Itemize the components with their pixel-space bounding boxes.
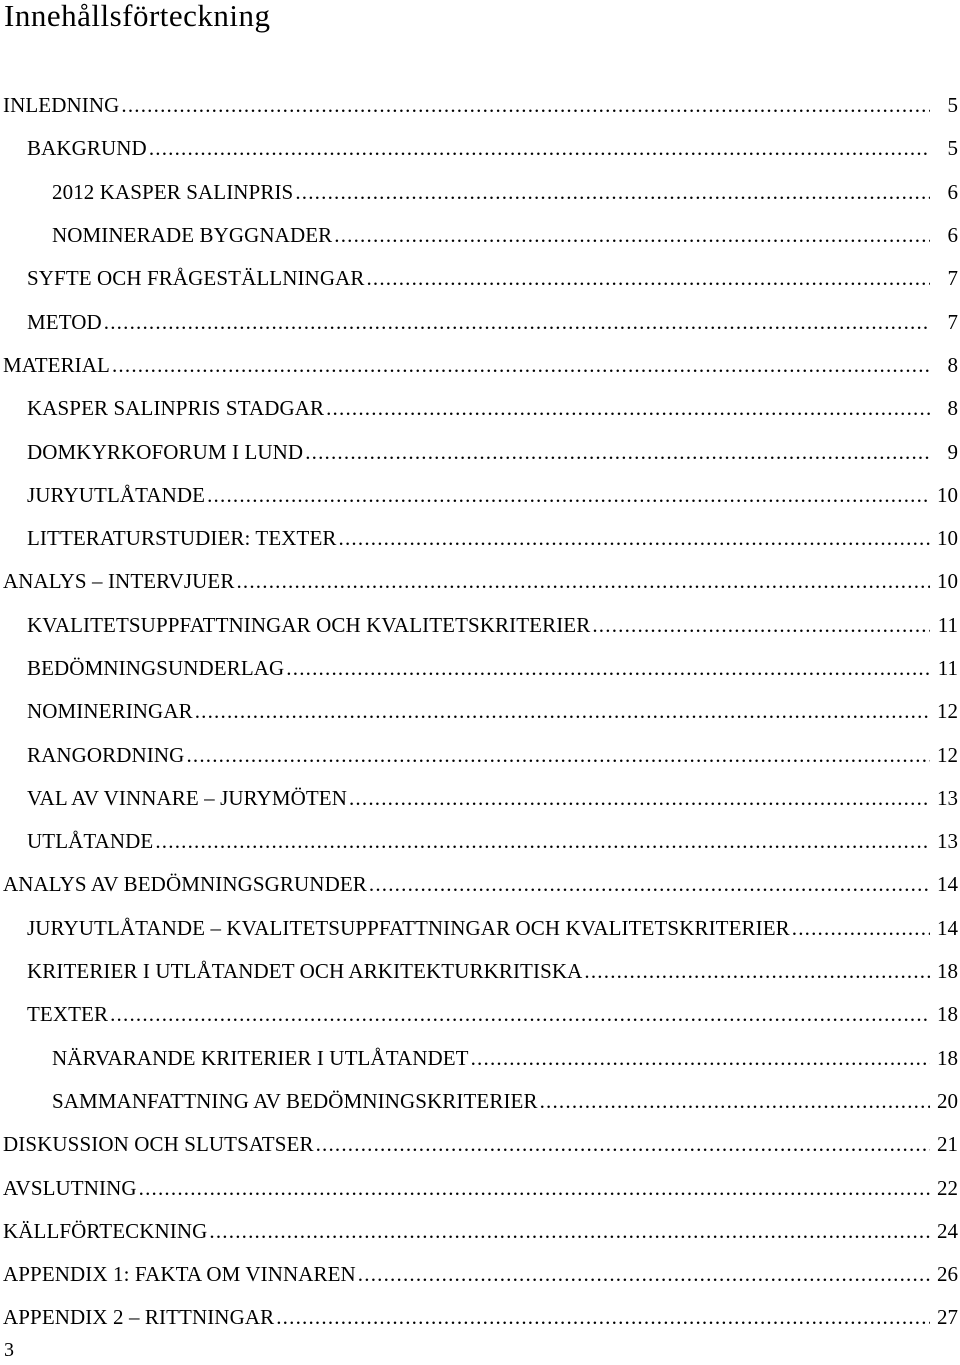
toc-dot-leader: [186, 745, 930, 766]
toc-entry-page-number: 7: [947, 309, 958, 334]
toc-entry-page-number: 9: [947, 439, 958, 464]
toc-entry-title: TEXTER: [27, 1002, 109, 1027]
toc-dot-leader: [366, 268, 930, 289]
toc-entry-page-number: 5: [947, 136, 958, 161]
toc-entry[interactable]: [0, 950, 960, 993]
toc-entry-page-number: 5: [947, 93, 958, 118]
toc-entry-page-number: 10: [937, 526, 958, 551]
toc-entry-title: KÄLLFÖRTECKNING: [3, 1218, 208, 1243]
toc-entry-title: NOMINERADE BYGGNADER: [52, 223, 333, 248]
toc-entry[interactable]: [0, 647, 960, 690]
toc-entry-title: KRITERIER I UTLÅTANDET OCH ARKITEKTURKRITISKA: [27, 959, 583, 984]
toc-entry-title: SYFTE OCH FRÅGESTÄLLNINGAR: [27, 266, 365, 291]
toc-dot-leader: [305, 442, 930, 463]
toc-dot-leader: [334, 225, 930, 246]
toc-entry[interactable]: [0, 1210, 960, 1253]
toc-entry-title: APPENDIX 1: FAKTA OM VINNAREN: [3, 1262, 356, 1287]
toc-entry-title: RANGORDNING: [27, 742, 185, 767]
toc-entry[interactable]: [0, 171, 960, 214]
toc-entry-title: METOD: [27, 309, 102, 334]
toc-entry-title: JURYUTLÅTANDE – KVALITETSUPPFATTNINGAR OCH KVALITETSKRITERIER: [27, 915, 790, 940]
toc-entry-page-number: 18: [937, 1045, 958, 1070]
toc-dot-leader: [149, 138, 930, 159]
toc-entry-title: DOMKYRKOFORUM I LUND: [27, 439, 304, 464]
toc-dot-leader: [358, 1264, 930, 1285]
toc-entry[interactable]: [0, 604, 960, 647]
toc-entry[interactable]: [0, 387, 960, 430]
toc-entry[interactable]: [0, 257, 960, 300]
toc-entry[interactable]: [0, 777, 960, 820]
toc-dot-leader: [276, 1307, 930, 1328]
toc-dot-leader: [471, 1048, 930, 1069]
toc-dot-leader: [540, 1091, 930, 1112]
toc-entry-page-number: 18: [937, 1002, 958, 1027]
toc-dot-leader: [295, 182, 930, 203]
toc-entry-title: APPENDIX 2 – RITTNINGAR: [3, 1305, 275, 1330]
toc-entry[interactable]: [0, 863, 960, 906]
toc-entry[interactable]: [0, 344, 960, 387]
toc-entry[interactable]: [0, 993, 960, 1036]
toc-entry-title: UTLÅTANDE: [27, 829, 154, 854]
toc-entry[interactable]: [0, 430, 960, 473]
toc-dot-leader: [316, 1134, 930, 1155]
toc-dot-leader: [584, 961, 930, 982]
toc-entry-page-number: 11: [937, 612, 958, 637]
toc-entry[interactable]: [0, 214, 960, 257]
toc-dot-leader: [155, 831, 930, 852]
toc-entry[interactable]: [0, 1253, 960, 1296]
toc-dot-leader: [349, 788, 930, 809]
toc-entry-page-number: 14: [937, 915, 958, 940]
toc-dot-leader: [369, 874, 930, 895]
toc-dot-leader: [339, 528, 930, 549]
toc-entry-title: KASPER SALINPRIS STADGAR: [27, 396, 325, 421]
toc-entry[interactable]: [0, 560, 960, 603]
toc-entry-page-number: 8: [947, 396, 958, 421]
toc-entry-title: MATERIAL: [3, 352, 110, 377]
toc-dot-leader: [326, 398, 930, 419]
toc-dot-leader: [121, 95, 930, 116]
toc-entry-page-number: 13: [937, 829, 958, 854]
toc-entry-page-number: 13: [937, 785, 958, 810]
toc-dot-leader: [592, 615, 930, 636]
toc-dot-leader: [112, 355, 930, 376]
toc-entry[interactable]: [0, 1123, 960, 1166]
toc-entry[interactable]: [0, 1080, 960, 1123]
toc-entry-page-number: 26: [937, 1262, 958, 1287]
table-of-contents: [0, 84, 960, 1340]
toc-entry-page-number: 10: [937, 482, 958, 507]
toc-entry[interactable]: [0, 300, 960, 343]
toc-entry-page-number: 22: [937, 1175, 958, 1200]
toc-entry[interactable]: [0, 1296, 960, 1339]
toc-entry-title: DISKUSSION OCH SLUTSATSER: [3, 1132, 314, 1157]
toc-entry-title: KVALITETSUPPFATTNINGAR OCH KVALITETSKRITERIER: [27, 612, 591, 637]
toc-entry-title: INLEDNING: [3, 93, 120, 118]
toc-entry-page-number: 27: [937, 1305, 958, 1330]
toc-dot-leader: [286, 658, 930, 679]
toc-entry-title: JURYUTLÅTANDE: [27, 482, 206, 507]
toc-dot-leader: [195, 701, 930, 722]
toc-dot-leader: [209, 1221, 930, 1242]
toc-entry-page-number: 24: [937, 1218, 958, 1243]
toc-dot-leader: [104, 312, 930, 333]
toc-entry-title: VAL AV VINNARE – JURYMÖTEN: [27, 785, 347, 810]
toc-entry-page-number: 14: [937, 872, 958, 897]
toc-entry-page-number: 21: [937, 1132, 958, 1157]
toc-entry-page-number: 11: [937, 656, 958, 680]
toc-entry-page-number: 7: [947, 266, 958, 291]
toc-entry-page-number: 18: [937, 959, 958, 984]
toc-entry-page-number: 12: [937, 742, 958, 767]
toc-dot-leader: [139, 1178, 930, 1199]
toc-dot-leader: [110, 1004, 930, 1025]
toc-entry-page-number: 6: [947, 179, 958, 204]
toc-entry-title: ANALYS – INTERVJUER: [3, 569, 235, 594]
toc-entry[interactable]: [0, 474, 960, 517]
toc-entry-page-number: 8: [947, 352, 958, 377]
toc-entry-title: NOMINERINGAR: [27, 699, 193, 724]
toc-entry[interactable]: [0, 690, 960, 733]
toc-entry-page-number: 20: [937, 1088, 958, 1113]
toc-entry-title: NÄRVARANDE KRITERIER I UTLÅTANDET: [52, 1045, 469, 1070]
toc-entry-title: 2012 KASPER SALINPRIS: [52, 179, 294, 204]
toc-entry-title: LITTERATURSTUDIER: TEXTER: [27, 526, 337, 551]
page-number: 3: [4, 1339, 14, 1361]
toc-entry[interactable]: [0, 820, 960, 863]
page-title: Innehållsförteckning: [4, 0, 271, 33]
toc-entry-title: BEDÖMNINGSUNDERLAG: [27, 656, 285, 680]
toc-dot-leader: [207, 485, 930, 506]
toc-entry-title: AVSLUTNING: [3, 1175, 137, 1200]
toc-entry[interactable]: [0, 1037, 960, 1080]
toc-entry-page-number: 10: [937, 569, 958, 594]
toc-dot-leader: [792, 918, 930, 939]
toc-entry[interactable]: [0, 1166, 960, 1209]
toc-dot-leader: [236, 571, 930, 592]
toc-entry[interactable]: [0, 517, 960, 560]
toc-entry[interactable]: [0, 127, 960, 170]
toc-entry-page-number: 12: [937, 699, 958, 724]
toc-entry[interactable]: [0, 84, 960, 127]
toc-entry[interactable]: [0, 907, 960, 950]
toc-entry-page-number: 6: [947, 223, 958, 248]
toc-entry-title: BAKGRUND: [27, 136, 147, 161]
toc-entry-title: ANALYS AV BEDÖMNINGSGRUNDER: [3, 872, 367, 897]
toc-entry-title: SAMMANFATTNING AV BEDÖMNINGSKRITERIER: [52, 1088, 538, 1113]
toc-entry[interactable]: [0, 733, 960, 776]
